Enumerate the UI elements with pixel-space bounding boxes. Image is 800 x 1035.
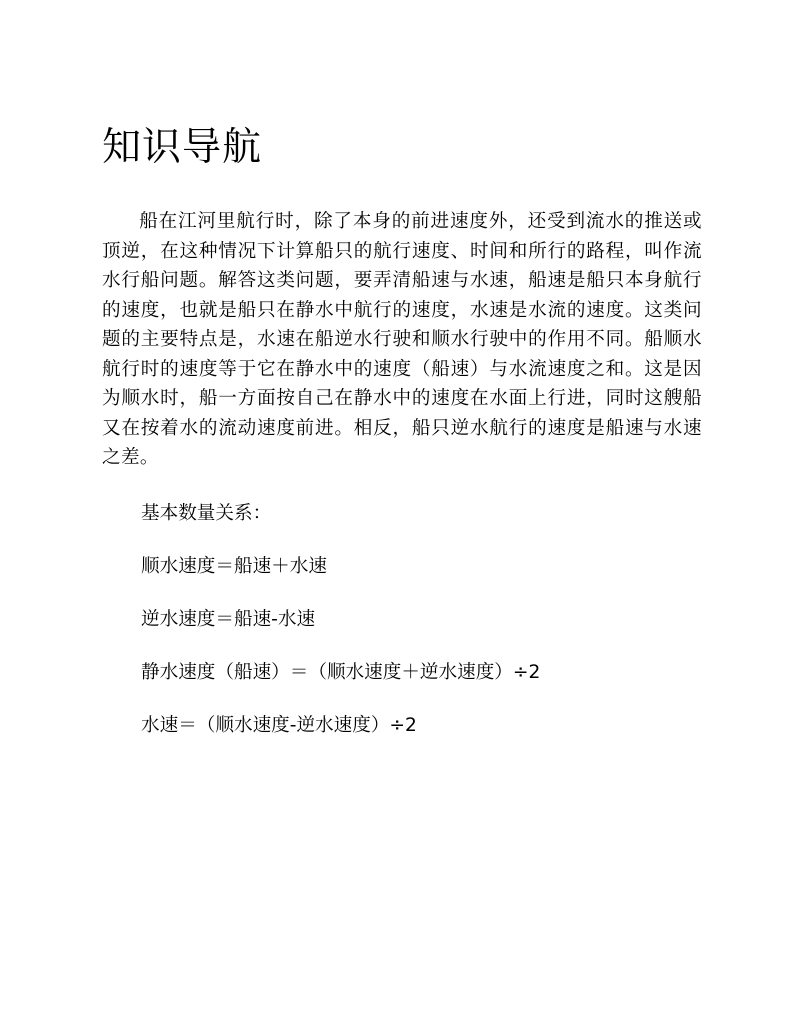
formula-current-speed: 水速＝（顺水速度-逆水速度）÷2 (141, 714, 417, 736)
formula-still-water-speed: 静水速度（船速）＝（顺水速度＋逆水速度）÷2 (141, 661, 541, 683)
formula-list (102, 500, 702, 739)
section-title: 知识导航 (102, 125, 263, 170)
document-page (102, 118, 702, 765)
formula-upstream-speed: 逆水速度＝船速-水速 (141, 608, 316, 630)
formula-downstream-speed: 顺水速度＝船速＋水速 (141, 555, 327, 577)
body-paragraph: 船在江河里航行时，除了本身的前进速度外，还受到流水的推送或顶逆，在这种情况下计算船只的航行速度、时间和所行的路程，叫作流水行船问题。解答这类问题，要弄清船速与水速，船速是船只本身航行的速度，也就是船只在静水中航行的速度，水速是水流的速度。这类问题的主要特点是，水速在船逆水行驶和顺水行驶中的作用不同。船顺水航行时的速度等于它在静水中的速度（船速）与水流速度之和。这是因为顺水时，船一方面按自己在静水中的速度在水面上行进，同时这艘船又在按着水的流动速度前进。相反，船只逆水航行的速度是船速与水速之差。 (102, 211, 702, 468)
formula-heading: 基本数量关系： (141, 502, 272, 524)
